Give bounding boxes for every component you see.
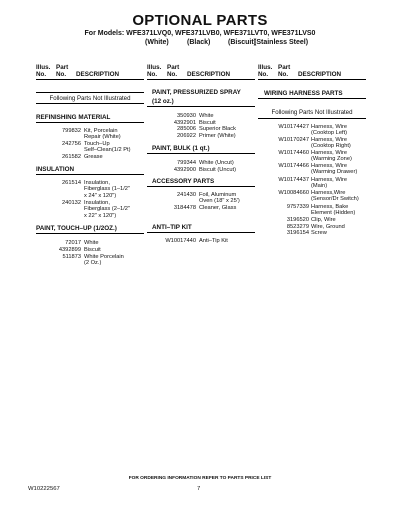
not-illustrated-note: Following Parts Not Illustrated	[49, 94, 131, 102]
part-description: Harness, Wire (Main)	[311, 177, 348, 190]
part-description: Harness, Wire (Warming Drawer)	[311, 163, 358, 176]
part-number: W10084660	[278, 190, 309, 196]
part-number: 4392900	[173, 166, 196, 173]
ordering-info-note: FOR ORDERING INFORMATION REFER TO PARTS PRICE LIST	[128, 476, 272, 481]
part-number: 9757339	[286, 204, 309, 210]
section-title-anti-tip: ANTI–TIP KIT	[152, 224, 192, 231]
boxed-rule-top	[36, 92, 144, 93]
section-title-wiring-harness: WIRING HARNESS PARTS	[264, 90, 343, 97]
part-no-heading: Part No.	[56, 64, 69, 79]
part-number: 242756	[62, 141, 81, 147]
description-heading: DESCRIPTION	[76, 71, 120, 79]
page-number: 7	[197, 486, 201, 492]
not-illustrated-note: Following Parts Not Illustrated	[271, 109, 353, 116]
part-number: 4392899	[58, 247, 81, 253]
column-header-3	[258, 62, 366, 80]
part-number: 511873	[62, 254, 81, 260]
part-description: Insulation, Fiberglass (2–1/2" x 22" x 120")	[84, 200, 130, 219]
part-number: W10174460	[278, 150, 309, 156]
document-number: W10222567	[28, 486, 60, 492]
section-rule	[36, 122, 144, 123]
column-header-1	[36, 62, 144, 80]
part-description: Harness,Wire (Sensor/Dr Switch)	[311, 190, 359, 203]
models-line: For Models: WFE371LVQ0, WFE371LVB0, WFE371LVT0, WFE371LVS0	[84, 30, 316, 37]
part-description: Biscuit	[199, 119, 216, 126]
section-rule	[36, 233, 144, 234]
boxed-rule-bottom	[36, 103, 144, 104]
part-number: 799344	[177, 160, 196, 166]
section-title-pressurized-spray: PAINT, PRESSURIZED SPRAY	[152, 89, 241, 96]
section-title-paint-bulk: PAINT, BULK (1 qt.)	[152, 145, 210, 152]
part-no-heading: Part No.	[278, 64, 291, 79]
color-white: (White)	[145, 39, 169, 46]
part-description: Harness, Wire (Cooktop Right)	[311, 137, 351, 150]
page-title: OPTIONAL PARTS	[132, 12, 268, 29]
part-number: 241430	[177, 192, 196, 198]
color-biscuit: (Biscuit)	[228, 39, 256, 46]
part-description: Superior Black	[199, 126, 236, 132]
part-description: Clip, Wire	[311, 217, 336, 223]
section-rule	[147, 186, 255, 187]
part-description: Touch–Up Self–Clean(1/2 Pt)	[84, 141, 131, 154]
part-number: 799832	[62, 128, 81, 134]
color-stainless: (Stainless Steel)	[254, 39, 309, 46]
part-number: W10174437	[278, 177, 309, 183]
part-number: 240132	[62, 200, 81, 206]
description-heading: DESCRIPTION	[187, 71, 231, 79]
illus-no-heading: Illus. No.	[258, 64, 273, 79]
part-number: 8523279	[286, 223, 309, 230]
part-description: Cleaner, Glass	[199, 205, 237, 211]
part-number: 3196520	[286, 217, 309, 223]
section-title-insulation: INSULATION	[36, 166, 75, 173]
part-number: W10174466	[278, 163, 309, 169]
part-number: 206922	[177, 132, 196, 139]
part-number: 3184478	[173, 205, 196, 211]
part-description: Biscuit (Uncut)	[199, 166, 236, 173]
part-number: 72017	[65, 240, 81, 246]
part-number: W10174427	[278, 124, 309, 130]
part-description: Primer (White)	[199, 132, 236, 139]
section-rule	[147, 153, 255, 154]
part-description: Screw	[311, 230, 327, 236]
part-description: White Porcelain (2 Oz.)	[84, 254, 124, 267]
section-subtitle-12oz: (12 oz.)	[152, 97, 174, 105]
part-number: 261582	[62, 154, 81, 160]
section-rule	[258, 98, 366, 99]
part-number: 4392901	[173, 119, 196, 126]
part-number: 3196154	[286, 230, 309, 236]
part-description: Anti–Tip Kit	[199, 238, 228, 244]
part-number: W10170247	[278, 137, 309, 143]
illus-no-heading: Illus. No.	[36, 64, 51, 79]
section-rule	[147, 106, 255, 107]
part-description: Kit, Porcelain Repair (White)	[84, 128, 121, 141]
section-title-accessory: ACCESSORY PARTS	[152, 178, 215, 185]
description-heading: DESCRIPTION	[298, 71, 342, 79]
part-description: Biscuit	[84, 247, 101, 253]
part-description: Harness, Bake Element (Hidden)	[311, 204, 356, 217]
section-rule	[147, 232, 255, 233]
part-description: White	[199, 113, 214, 119]
part-description: White	[84, 240, 99, 246]
part-description: Insulation, Fiberglass (1–1/2" x 24" x 120")	[84, 180, 130, 199]
part-description: Foil, Aluminum Oven (18" x 25')	[199, 192, 240, 205]
section-rule	[36, 174, 144, 175]
part-number: 261514	[62, 180, 81, 186]
part-number: W10017440	[165, 238, 196, 244]
part-description: Harness, Wire (Warming Zone)	[311, 150, 352, 163]
column-header-2	[147, 62, 255, 80]
color-black: (Black)	[187, 39, 211, 46]
part-no-heading: Part No.	[167, 64, 180, 79]
part-description: Harness, Wire (Cooktop Left)	[311, 124, 348, 137]
illus-no-heading: Illus. No.	[147, 64, 162, 79]
part-description: Wire, Ground	[311, 223, 345, 230]
part-number: 285006	[177, 126, 196, 132]
section-title-paint-touchup: PAINT, TOUCH–UP (1/2OZ.)	[36, 225, 117, 232]
section-title-refinishing: REFINISHING MATERIAL	[36, 114, 111, 121]
boxed-rule-bottom	[258, 118, 366, 119]
part-number: 350930	[177, 113, 196, 119]
part-description: White (Uncut)	[199, 160, 234, 166]
part-description: Grease	[84, 154, 103, 160]
